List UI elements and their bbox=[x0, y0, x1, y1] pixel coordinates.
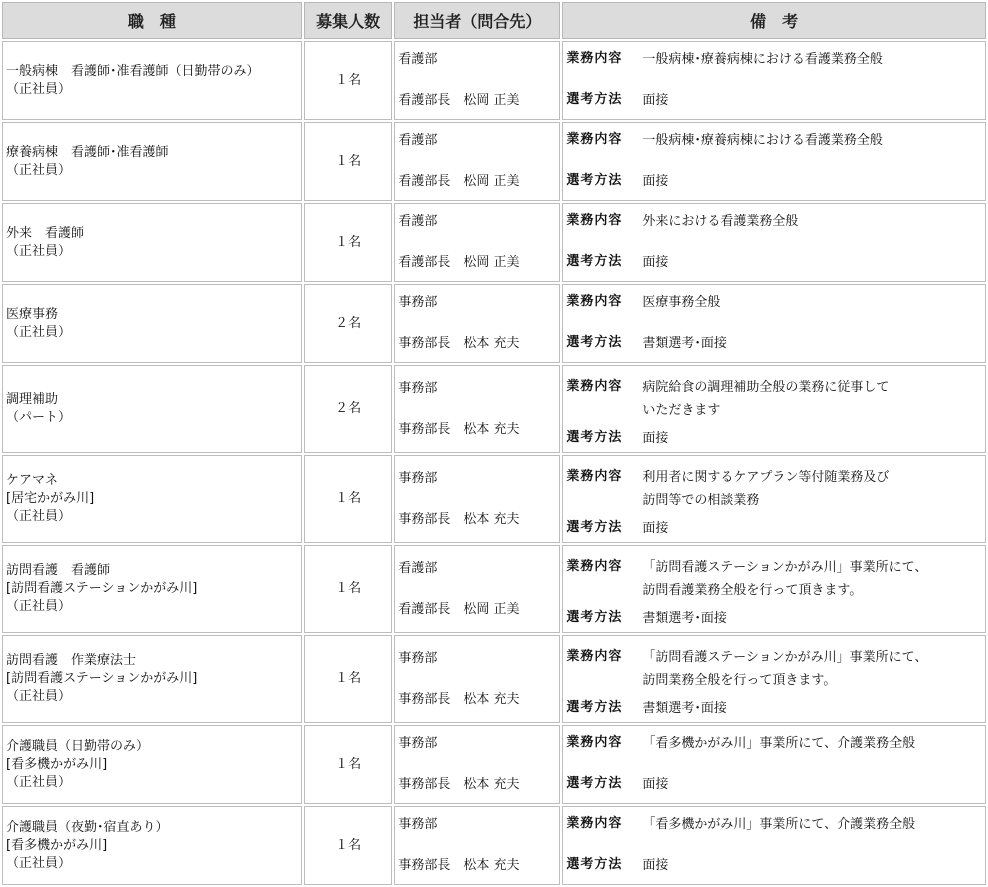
contact-spacer bbox=[398, 402, 556, 421]
job-type-cell bbox=[2, 365, 302, 453]
duties-label: 業務内容 bbox=[566, 468, 623, 484]
openings-cell: ２名 bbox=[304, 365, 393, 453]
contact-department: 看護部 bbox=[398, 133, 438, 148]
contact-department: 看護部 bbox=[398, 560, 438, 576]
notes-cell bbox=[562, 725, 986, 804]
notes-gap bbox=[566, 152, 982, 172]
notes-cell bbox=[562, 203, 986, 282]
job-type-cell bbox=[2, 545, 302, 633]
job-type-cell bbox=[2, 455, 302, 543]
duties-row bbox=[566, 50, 982, 71]
job-type-line: （正社員） bbox=[6, 599, 72, 614]
header-row bbox=[2, 2, 986, 39]
notes-gap bbox=[566, 314, 982, 334]
job-type-line: （正社員） bbox=[6, 324, 72, 340]
table-row bbox=[2, 545, 986, 633]
contact-person: 看護部長 松岡 正美 bbox=[398, 601, 520, 617]
table-row bbox=[2, 122, 986, 201]
duties-label: 業務内容 bbox=[566, 648, 623, 664]
job-type-line: [訪問看護ステーションかがみ川] bbox=[6, 671, 198, 686]
header-openings: 募集人数 bbox=[304, 2, 393, 39]
duties-label: 業務内容 bbox=[566, 212, 623, 228]
contact-department: 事務部 bbox=[398, 470, 438, 486]
selection-row bbox=[566, 334, 982, 355]
contact-spacer bbox=[398, 73, 556, 92]
duties-row bbox=[566, 815, 982, 836]
selection-value: 面接 bbox=[642, 254, 669, 270]
openings-cell: １名 bbox=[304, 122, 393, 201]
contact-spacer bbox=[398, 235, 556, 254]
job-type-line: 医療事務 bbox=[6, 306, 59, 322]
duties-label: 業務内容 bbox=[566, 293, 623, 309]
contact-person: 看護部長 松岡 正美 bbox=[398, 174, 520, 189]
notes-gap bbox=[566, 233, 982, 253]
openings-cell: １名 bbox=[304, 725, 393, 804]
job-type-line: （正社員） bbox=[6, 855, 72, 871]
contact-person: 事務部長 松本 充夫 bbox=[398, 777, 520, 792]
table-row bbox=[2, 284, 986, 363]
contact-person: 事務部長 松本 充夫 bbox=[398, 421, 520, 437]
selection-label: 選考方法 bbox=[566, 856, 623, 872]
job-type-line: 介護職員（夜勤･宿直あり） bbox=[6, 819, 169, 835]
contact-spacer bbox=[398, 757, 556, 776]
job-type-cell bbox=[2, 806, 302, 885]
selection-label: 選考方法 bbox=[566, 172, 623, 188]
duties-row bbox=[566, 468, 982, 512]
openings-cell: ２名 bbox=[304, 284, 393, 363]
notes-gap bbox=[566, 836, 982, 856]
duties-value: 医療事務全般 bbox=[642, 294, 721, 310]
contact-cell bbox=[394, 203, 560, 282]
table-row bbox=[2, 365, 986, 453]
contact-spacer bbox=[398, 316, 556, 335]
job-type-line: 訪問看護 作業療法士 bbox=[6, 653, 137, 668]
duties-row bbox=[566, 734, 982, 755]
openings-cell: １名 bbox=[304, 806, 393, 885]
contact-person: 事務部長 松本 充夫 bbox=[398, 691, 520, 707]
selection-row bbox=[566, 91, 982, 112]
duties-row bbox=[566, 558, 982, 602]
header-job-type: 職 種 bbox=[2, 2, 302, 39]
duties-value: 「訪問看護ステーションかがみ川」事業所にて、 訪問看護業務全般を行って頂きます。 bbox=[642, 559, 928, 598]
contact-department: 事務部 bbox=[398, 736, 438, 751]
job-type-line: （正社員） bbox=[6, 689, 72, 704]
selection-row bbox=[566, 699, 982, 720]
notes-cell bbox=[562, 122, 986, 201]
contact-spacer bbox=[398, 492, 556, 511]
notes-cell bbox=[562, 41, 986, 120]
contact-person: 事務部長 松本 充夫 bbox=[398, 336, 520, 351]
job-type-line: （正社員） bbox=[6, 243, 72, 259]
duties-value: 外来における看護業務全般 bbox=[642, 213, 799, 229]
duties-label: 業務内容 bbox=[566, 131, 623, 147]
job-type-line: （正社員） bbox=[6, 81, 72, 97]
table-body bbox=[2, 41, 986, 885]
contact-cell bbox=[394, 41, 560, 120]
contact-cell bbox=[394, 365, 560, 453]
duties-value: 利用者に関するケアプラン等付随業務及び 訪問等での相談業務 bbox=[642, 469, 890, 508]
notes-cell bbox=[562, 635, 986, 723]
contact-cell bbox=[394, 284, 560, 363]
selection-value: 面接 bbox=[642, 430, 669, 446]
job-type-line: （正社員） bbox=[6, 162, 72, 178]
job-type-line: （正社員） bbox=[6, 509, 72, 524]
contact-spacer bbox=[398, 582, 556, 601]
duties-value: 一般病棟･療養病棟における看護業務全般 bbox=[642, 51, 883, 67]
duties-label: 業務内容 bbox=[566, 734, 623, 750]
job-type-line: ケアマネ bbox=[6, 473, 59, 488]
selection-label: 選考方法 bbox=[566, 429, 623, 445]
contact-person: 事務部長 松本 充夫 bbox=[398, 511, 520, 527]
contact-department: 事務部 bbox=[398, 380, 438, 396]
openings-cell: １名 bbox=[304, 41, 393, 120]
header-notes: 備 考 bbox=[562, 2, 986, 39]
contact-person: 事務部長 松本 充夫 bbox=[398, 858, 520, 873]
header-contact: 担当者（問合先） bbox=[394, 2, 560, 39]
selection-row bbox=[566, 609, 982, 630]
duties-row bbox=[566, 378, 982, 422]
contact-spacer bbox=[398, 838, 556, 857]
job-type-line: （正社員） bbox=[6, 774, 72, 790]
selection-value: 面接 bbox=[642, 857, 669, 873]
duties-row bbox=[566, 131, 982, 152]
table-row bbox=[2, 41, 986, 120]
notes-cell bbox=[562, 545, 986, 633]
job-type-cell bbox=[2, 725, 302, 804]
selection-value: 面接 bbox=[642, 173, 669, 189]
openings-cell: １名 bbox=[304, 545, 393, 633]
contact-cell bbox=[394, 806, 560, 885]
duties-value: 「看多機かがみ川」事業所にて、介護業務全般 bbox=[642, 816, 916, 832]
openings-cell: １名 bbox=[304, 635, 393, 723]
job-type-line: 訪問看護 看護師 bbox=[6, 563, 111, 578]
table-row bbox=[2, 635, 986, 723]
job-type-line: （パート） bbox=[6, 410, 72, 425]
selection-row bbox=[566, 775, 982, 796]
duties-value: 一般病棟･療養病棟における看護業務全般 bbox=[642, 132, 883, 148]
job-type-line: [訪問看護ステーションかがみ川] bbox=[6, 581, 198, 596]
duties-label: 業務内容 bbox=[566, 50, 623, 66]
job-type-line: 介護職員（日勤帯のみ） bbox=[6, 738, 150, 754]
selection-value: 書類選考･面接 bbox=[642, 610, 727, 626]
selection-value: 書類選考･面接 bbox=[642, 700, 727, 716]
job-type-cell bbox=[2, 284, 302, 363]
duties-label: 業務内容 bbox=[566, 378, 623, 394]
openings-cell: １名 bbox=[304, 455, 393, 543]
selection-row bbox=[566, 253, 982, 274]
duties-row bbox=[566, 212, 982, 233]
job-type-line: 調理補助 bbox=[6, 392, 59, 407]
selection-row bbox=[566, 519, 982, 540]
contact-cell bbox=[394, 545, 560, 633]
contact-spacer bbox=[398, 154, 556, 173]
notes-gap bbox=[566, 71, 982, 91]
selection-label: 選考方法 bbox=[566, 334, 623, 350]
duties-value: 病院給食の調理補助全般の業務に従事して いただきます bbox=[642, 379, 890, 418]
selection-label: 選考方法 bbox=[566, 519, 623, 535]
duties-value: 「訪問看護ステーションかがみ川」事業所にて、 訪問業務全般を行って頂きます。 bbox=[642, 649, 928, 688]
duties-value: 「看多機かがみ川」事業所にて、介護業務全般 bbox=[642, 735, 916, 751]
job-type-line: [看多機かがみ川] bbox=[6, 756, 108, 772]
job-type-line: [居宅かがみ川] bbox=[6, 491, 95, 506]
selection-label: 選考方法 bbox=[566, 91, 623, 107]
job-type-cell bbox=[2, 635, 302, 723]
contact-department: 看護部 bbox=[398, 52, 438, 67]
duties-label: 業務内容 bbox=[566, 815, 623, 831]
openings-cell: １名 bbox=[304, 203, 393, 282]
notes-gap bbox=[566, 755, 982, 775]
selection-row bbox=[566, 856, 982, 877]
table-row bbox=[2, 725, 986, 804]
selection-label: 選考方法 bbox=[566, 775, 623, 791]
notes-cell bbox=[562, 365, 986, 453]
notes-cell bbox=[562, 284, 986, 363]
contact-department: 看護部 bbox=[398, 214, 438, 229]
selection-value: 面接 bbox=[642, 520, 669, 536]
contact-spacer bbox=[398, 672, 556, 691]
selection-row bbox=[566, 172, 982, 193]
contact-cell bbox=[394, 725, 560, 804]
contact-department: 事務部 bbox=[398, 650, 438, 666]
table-row bbox=[2, 203, 986, 282]
contact-department: 事務部 bbox=[398, 817, 438, 832]
duties-row bbox=[566, 293, 982, 314]
contact-person: 看護部長 松岡 正美 bbox=[398, 93, 520, 108]
duties-row bbox=[566, 648, 982, 692]
selection-value: 面接 bbox=[642, 92, 669, 108]
notes-cell bbox=[562, 455, 986, 543]
table-row bbox=[2, 806, 986, 885]
selection-label: 選考方法 bbox=[566, 253, 623, 269]
contact-person: 看護部長 松岡 正美 bbox=[398, 255, 520, 270]
job-type-cell bbox=[2, 41, 302, 120]
job-type-cell bbox=[2, 122, 302, 201]
contact-cell bbox=[394, 635, 560, 723]
job-type-line: 一般病棟 看護師･准看護師（日勤帯のみ） bbox=[6, 63, 260, 79]
selection-value: 書類選考･面接 bbox=[642, 335, 727, 351]
contact-cell bbox=[394, 122, 560, 201]
notes-cell bbox=[562, 806, 986, 885]
contact-department: 事務部 bbox=[398, 295, 438, 310]
selection-label: 選考方法 bbox=[566, 609, 623, 625]
selection-row bbox=[566, 429, 982, 450]
selection-value: 面接 bbox=[642, 776, 669, 792]
selection-label: 選考方法 bbox=[566, 699, 623, 715]
job-type-line: [看多機かがみ川] bbox=[6, 837, 108, 853]
job-type-line: 療養病棟 看護師･准看護師 bbox=[6, 144, 169, 160]
table-row bbox=[2, 455, 986, 543]
duties-label: 業務内容 bbox=[566, 558, 623, 574]
job-type-line: 外来 看護師 bbox=[6, 225, 85, 241]
job-type-cell bbox=[2, 203, 302, 282]
contact-cell bbox=[394, 455, 560, 543]
